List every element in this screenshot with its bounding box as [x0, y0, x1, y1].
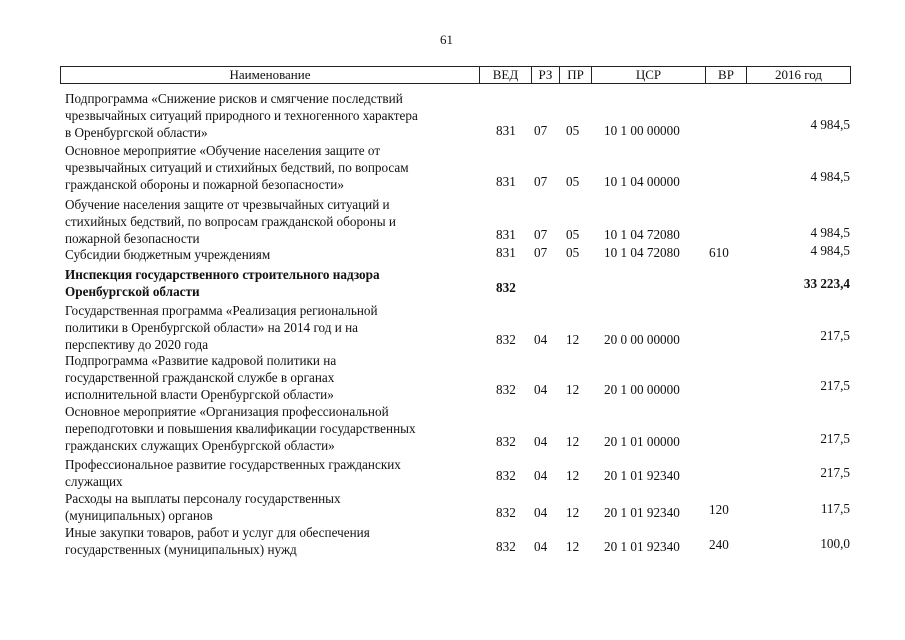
row-ved: 831 [496, 123, 516, 138]
row-pr: 12 [566, 505, 580, 520]
row-csr: 20 1 01 00000 [604, 434, 680, 449]
header-ved: ВЕД [479, 67, 531, 83]
row-csr: 20 1 01 92340 [604, 468, 680, 483]
header-year: 2016 год [746, 67, 850, 83]
row-ved: 832 [496, 434, 516, 449]
row-rz: 07 [534, 174, 548, 189]
row-ved: 832 [496, 505, 516, 520]
row-csr: 10 1 00 00000 [604, 123, 680, 138]
row-name [65, 302, 495, 353]
page-number: 61 [440, 32, 453, 47]
row-sum: 4 984,5 [810, 225, 850, 240]
row-name [65, 246, 495, 263]
header-rz: РЗ [531, 67, 559, 83]
row-name-line: Оренбургской области [65, 284, 200, 299]
row-sum: 4 984,5 [810, 169, 850, 184]
row-name-line: Основное мероприятие «Обучение населения защите от [65, 143, 381, 158]
row-sum: 4 984,5 [810, 243, 850, 258]
row-ved: 832 [496, 332, 516, 347]
row-pr: 12 [566, 434, 580, 449]
row-sum: 100,0 [820, 536, 850, 551]
row-name [65, 456, 495, 490]
row-pr: 12 [566, 468, 580, 483]
row-name-line: гражданской обороны и пожарной безопасности» [65, 177, 344, 192]
row-name [65, 524, 495, 558]
row-name [65, 403, 495, 454]
row-rz: 04 [534, 382, 548, 397]
row-name-line: Подпрограмма «Развитие кадровой политики на [65, 353, 337, 368]
row-rz: 04 [534, 332, 548, 347]
row-pr: 05 [566, 245, 580, 260]
row-name [65, 142, 495, 193]
header-pr: ПР [559, 67, 591, 83]
row-pr: 12 [566, 332, 580, 347]
row-ved: 831 [496, 245, 516, 260]
row-name [65, 352, 495, 403]
row-name-line: государственной гражданской службе в органах [65, 370, 335, 385]
row-ved: 832 [496, 539, 516, 554]
row-csr: 20 1 01 92340 [604, 505, 680, 520]
row-name-line: Субсидии бюджетным учреждениям [65, 247, 271, 262]
row-csr: 10 1 04 72080 [604, 227, 680, 242]
row-name [65, 90, 495, 141]
row-name-line: Расходы на выплаты персоналу государственных [65, 491, 341, 506]
row-name-line: гражданских служащих Оренбургской области» [65, 438, 335, 453]
row-rz: 04 [534, 434, 548, 449]
row-rz: 07 [534, 245, 548, 260]
row-vr: 240 [709, 537, 729, 552]
row-name-line: Обучение населения защите от чрезвычайных ситуаций и [65, 197, 390, 212]
header-csr: ЦСР [591, 67, 705, 83]
header-vr: ВР [705, 67, 746, 83]
row-name-line: пожарной безопасности [65, 231, 200, 246]
row-csr: 20 1 01 92340 [604, 539, 680, 554]
row-name-line: Иные закупки товаров, работ и услуг для обеспечения [65, 525, 370, 540]
row-name-line: чрезвычайных ситуаций и стихийных бедствий, по вопросам [65, 160, 409, 175]
row-pr: 05 [566, 123, 580, 138]
row-name-line: чрезвычайных ситуаций природного и техногенного характера [65, 108, 418, 123]
row-name-line: служащих [65, 474, 123, 489]
row-name [65, 196, 495, 247]
row-name-line: Инспекция государственного строительного надзора [65, 267, 380, 282]
row-ved: 831 [496, 174, 516, 189]
row-csr: 10 1 04 00000 [604, 174, 680, 189]
row-sum: 4 984,5 [810, 117, 850, 132]
row-name-line: Основное мероприятие «Организация профессиональной [65, 404, 389, 419]
row-rz: 04 [534, 468, 548, 483]
row-rz: 04 [534, 539, 548, 554]
row-name-line: государственных (муниципальных) нужд [65, 542, 297, 557]
row-csr: 10 1 04 72080 [604, 245, 680, 260]
row-name-line: Подпрограмма «Снижение рисков и смягчение последствий [65, 91, 403, 106]
row-sum: 217,5 [820, 328, 850, 343]
row-name [65, 266, 495, 300]
table-header [60, 66, 851, 84]
row-csr: 20 1 00 00000 [604, 382, 680, 397]
row-sum: 217,5 [820, 431, 850, 446]
row-rz: 07 [534, 123, 548, 138]
row-pr: 05 [566, 227, 580, 242]
row-vr: 120 [709, 502, 729, 517]
row-name-line: исполнительной власти Оренбургской области» [65, 387, 334, 402]
row-sum: 217,5 [820, 465, 850, 480]
row-rz: 07 [534, 227, 548, 242]
row-ved: 832 [496, 468, 516, 483]
row-sum: 33 223,4 [803, 276, 850, 291]
row-ved: 832 [496, 382, 516, 397]
row-name-line: перспективу до 2020 года [65, 337, 209, 352]
row-name-line: политики в Оренбургской области» на 2014 год и на [65, 320, 359, 335]
row-pr: 12 [566, 382, 580, 397]
row-vr: 610 [709, 245, 729, 260]
row-name-line: Профессиональное развитие государственных гражданских [65, 457, 401, 472]
row-ved: 831 [496, 227, 516, 242]
row-rz: 04 [534, 505, 548, 520]
row-name-line: стихийных бедствий, по вопросам гражданской обороны и [65, 214, 396, 229]
row-pr: 12 [566, 539, 580, 554]
row-ved: 832 [496, 280, 516, 295]
row-name-line: переподготовки и повышения квалификации государственных [65, 421, 416, 436]
row-sum: 217,5 [820, 378, 850, 393]
row-pr: 05 [566, 174, 580, 189]
row-name-line: в Оренбургской области» [65, 125, 208, 140]
row-name-line: (муниципальных) органов [65, 508, 213, 523]
row-csr: 20 0 00 00000 [604, 332, 680, 347]
header-name: Наименование [229, 67, 311, 82]
row-name-line: Государственная программа «Реализация региональной [65, 303, 378, 318]
row-name [65, 490, 495, 524]
row-sum: 117,5 [820, 501, 850, 516]
